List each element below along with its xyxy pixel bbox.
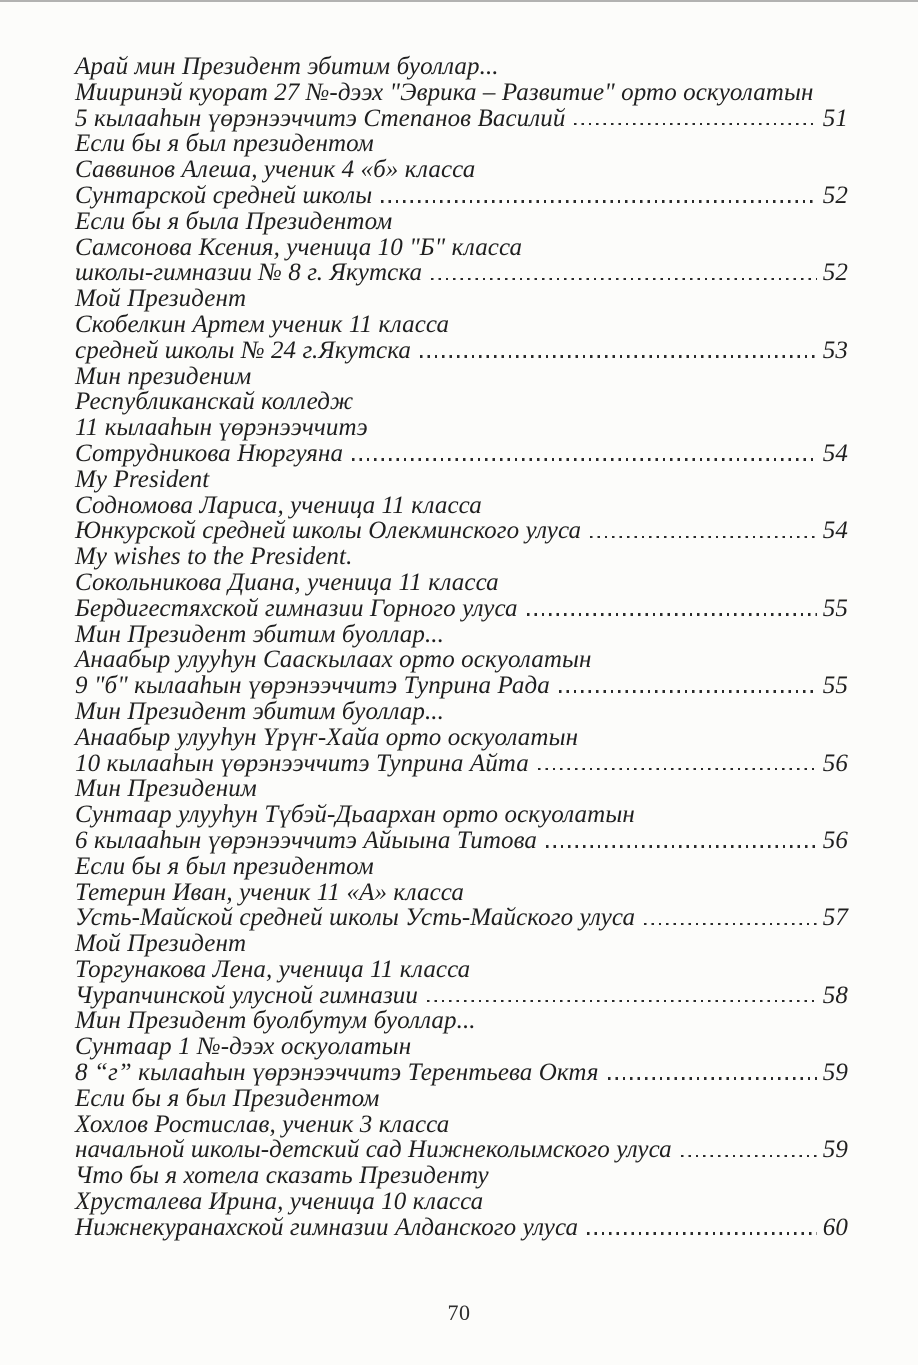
toc-entry [75,699,848,776]
toc-entry-line: Сунтаар улууһун Түбэй-Дьаархан орто оскуолатын [75,801,635,829]
toc-entry-page-number: 59 [822,1059,848,1087]
toc-entry-page-number: 56 [822,749,848,777]
toc-entry [75,286,848,363]
toc-entry-page-number: 56 [822,826,848,854]
toc-entry-page-number: 52 [822,181,848,209]
toc-entry-tail-row [75,751,848,777]
toc-entry-tail-row [75,183,848,209]
toc-entry-line: Тетерин Иван, ученик 11 «А» класса [75,878,464,906]
toc-entry-tail-row [75,1215,848,1241]
toc-entry-line: Если бы я была Президентом [75,207,393,235]
dotted-leader [681,1155,817,1158]
toc-entry-line: Хрусталева Ирина, ученица 10 класса [75,1188,484,1216]
page-number: 70 [447,1300,471,1325]
toc-entry [75,1086,848,1163]
toc-entry-line: Мин президеним [75,362,252,390]
toc-entry-line: Мин Президеним [75,775,257,803]
toc-entry-page-number: 53 [822,336,848,364]
toc-entry-tail-row [75,828,848,854]
toc-entry-tail-text: 5 кылааһын үөрэнээччитэ Степанов Василий [75,104,566,132]
toc-entry [75,1008,848,1085]
toc-entry-tail-text: начальной школы-детский сад Нижнеколымского улуса [75,1136,672,1164]
toc-entry-tail-text: Юнкурской средней школы Олекминского улуса [75,517,582,545]
toc-entry-page-number: 52 [822,259,848,287]
toc-entry-page-number: 55 [822,672,848,700]
dotted-leader [546,845,817,848]
toc-entry-tail-text: 9 "б" кылааһын үөрэнээччитэ Туприна Рада [75,672,550,700]
toc-entry-line: Республиканскай колледж [75,388,354,416]
toc-entry-line: My wishes to the President. [75,543,353,571]
dotted-leader [644,923,817,926]
toc-entry-page-number: 59 [822,1136,848,1164]
toc-entry-tail-row [75,983,848,1009]
toc-entry-tail-row [75,106,848,132]
toc-entry-line: Если бы я был президентом [75,852,374,880]
toc-entry-line: Если бы я был президентом [75,130,374,158]
toc-entry-tail-text: 6 кылааһын үөрэнээччитэ Айыына Титова [75,826,538,854]
toc-entry-line: Сокольникова Диана, ученица 11 класса [75,568,499,596]
toc-entry-line: Скобелкин Артем ученик 11 класса [75,310,450,338]
dotted-leader [559,690,817,693]
toc-entry-tail-row [75,338,848,364]
toc-entry-line: Что бы я хотела сказать Президенту [75,1162,489,1190]
dotted-leader [420,355,817,358]
toc-entry-line: Мин Президент буолбутум буоллар... [75,1007,476,1035]
toc-entry [75,776,848,853]
toc-entry-line: Хохлов Ростислав, ученик 3 класса [75,1110,450,1138]
toc-entry-line: Анаабыр улууһун Сааскылаах орто оскуолатын [75,646,592,674]
toc-entry-tail-text: Усть-Майской средней школы Усть-Майского улуса [75,904,636,932]
toc-entry-tail-row [75,260,848,286]
toc-entry-line: Мин Президент эбитим буоллар... [75,697,445,725]
toc-entry-page-number: 60 [822,1213,848,1241]
toc-entry-line: My President [75,465,210,493]
toc-entry-page-number: 54 [822,517,848,545]
toc-entry [75,54,848,131]
toc-entry-tail-row [75,518,848,544]
toc-entry-tail-text: средней школы № 24 г.Якутска [75,336,412,364]
toc-entry [75,209,848,286]
toc-entry-line: Самсонова Ксения, ученица 10 "Б" класса [75,233,523,261]
toc-entry-line: Мииринэй куорат 27 №-дээх "Эврика – Развитие" орто оскуолатын [75,78,814,106]
toc-entry-tail-text: Сунтарской средней школы [75,181,373,209]
toc-entry-tail-text: Бердигестяхской гимназии Горного улуса [75,594,518,622]
scan-artifact-top-edge [0,0,918,2]
toc-entry-tail-row [75,596,848,622]
toc-entry-line: Торгунакова Лена, ученица 11 класса [75,955,471,983]
toc-entry-tail-text: 8 “г” кылааһын үөрэнээччитэ Терентьева Октя [75,1059,599,1087]
dotted-leader [590,536,817,539]
dotted-leader [352,458,817,461]
toc-entry [75,931,848,1008]
dotted-leader [587,1232,817,1235]
dotted-leader [574,123,816,126]
toc-entry-tail-text: Нижнекуранахской гимназии Алданского улуса [75,1213,579,1241]
toc-entry-tail-text: Сотрудникова Нюргуяна [75,439,344,467]
toc-entry-page-number: 55 [822,594,848,622]
toc-entry-line: Анаабыр улууһун Үрүҥ-Хайа орто оскуолатын [75,723,579,751]
toc-entry-line: Мой Президент [75,930,247,958]
dotted-leader [527,613,817,616]
toc-entry-page-number: 58 [822,981,848,1009]
dotted-leader [427,1000,817,1003]
toc-entry-line: Арай мин Президент эбитим буоллар... [75,53,499,80]
toc-entry-line: Мин Президент эбитим буоллар... [75,620,445,648]
toc-entry-tail-text: Чурапчинской улусной гимназии [75,981,419,1009]
toc-entry-line: Если бы я был Президентом [75,1084,380,1112]
dotted-leader [538,768,817,771]
dotted-leader [431,278,817,281]
toc-entry-line: Содномова Лариса, ученица 11 класса [75,491,482,519]
toc-entry-page-number: 54 [822,439,848,467]
toc-entry [75,131,848,208]
toc-entry-page-number: 51 [822,104,848,132]
toc-entry-tail-row [75,441,848,467]
toc-entry-line: 11 кылааһын үөрэнээччитэ [75,414,368,442]
toc-entry-tail-text: школы-гимназии № 8 г. Якутска [75,259,423,287]
toc-entry-line: Мой Президент [75,285,247,313]
toc-entry-tail-row [75,1137,848,1163]
toc-entry-line: Сунтаар 1 №-дээх оскуолатын [75,1033,412,1061]
table-of-contents [75,54,848,1241]
toc-entry [75,1163,848,1240]
toc-entry [75,622,848,699]
toc-entry [75,467,848,544]
toc-entry-tail-row [75,1060,848,1086]
toc-entry-line: Саввинов Алеша, ученик 4 «б» класса [75,156,476,184]
toc-entry [75,544,848,621]
toc-entry-tail-text: 10 кылааһын үөрэнээччитэ Туприна Айта [75,749,529,777]
dotted-leader [608,1077,817,1080]
toc-entry-tail-row [75,673,848,699]
toc-entry-page-number: 57 [822,904,848,932]
toc-entry [75,364,848,467]
toc-entry [75,854,848,931]
dotted-leader [381,200,816,203]
toc-entry-tail-row [75,905,848,931]
